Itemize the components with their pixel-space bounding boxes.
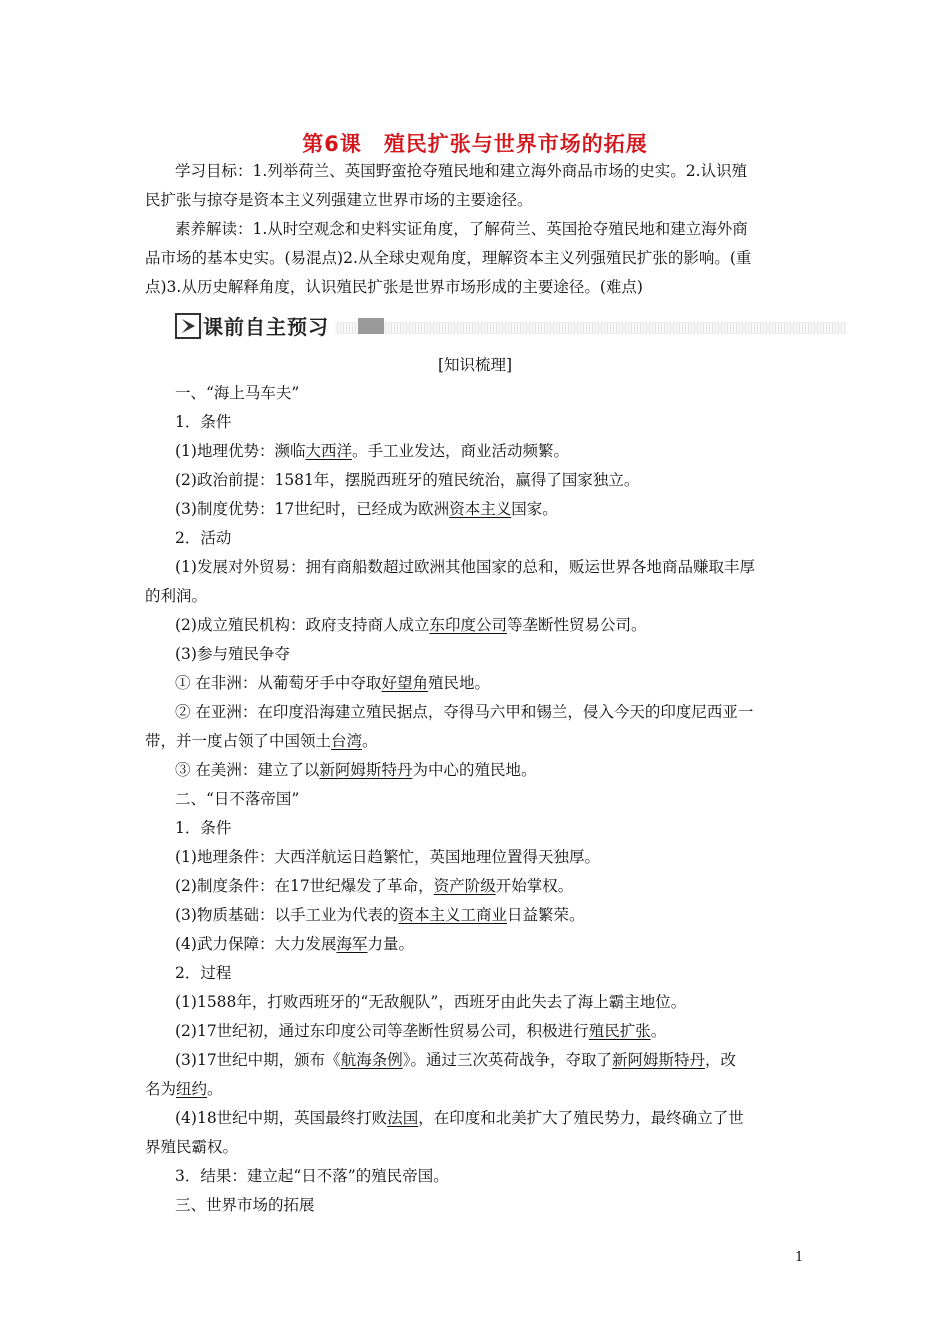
heading-3: 三、世界市场的拓展: [175, 1196, 315, 1214]
text-line: (4)武力保障：大力发展海军力量。: [175, 935, 414, 953]
text-line: 的利润。: [145, 587, 208, 605]
literacy-line-1: 素养解读：1.从时空观念和史料实证角度，了解荷兰、英国抢夺殖民地和建立海外商: [175, 220, 748, 238]
subheading-1-2: 2．活动: [175, 529, 232, 547]
text-line: (3)制度优势：17世纪时，已经成为欧洲资本主义国家。: [175, 500, 558, 518]
text-line: (3)17世纪中期，颁布《航海条例》。通过三次英荷战争，夺取了新阿姆斯特丹，改: [175, 1051, 736, 1069]
banner-grey-block: [358, 318, 384, 334]
text-line: ③ 在美洲：建立了以新阿姆斯特丹为中心的殖民地。: [175, 761, 537, 779]
preview-banner: [175, 313, 847, 339]
underlined-term: 海军: [336, 935, 368, 953]
text-line: (1)1588年，打败西班牙的“无敌舰队”，西班牙由此失去了海上霸主地位。: [175, 993, 687, 1011]
subheading-2-2: 2．过程: [175, 964, 232, 982]
lesson-name: 殖民扩张与世界市场的拓展: [383, 132, 648, 156]
goal-line-2: 民扩张与掠夺是资本主义列强建立世界市场的主要途径。: [145, 191, 533, 209]
text-line: (1)发展对外贸易：拥有商船数超过欧洲其他国家的总和，贩运世界各地商品赚取丰厚: [175, 558, 755, 576]
text-line: 带，并一度占领了中国领土台湾。: [145, 732, 378, 750]
banner-label: 课前自主预习: [203, 311, 335, 340]
underlined-term: 新阿姆斯特丹: [611, 1051, 705, 1069]
literacy-line-2: 品市场的基本史实。(易混点)2.从全球史观角度，理解资本主义列强殖民扩张的影响。(重: [145, 249, 752, 267]
play-arrow-icon: [175, 313, 201, 339]
heading-1: 一、“海上马车夫”: [175, 384, 300, 402]
text-line: 名为纽约。: [145, 1080, 223, 1098]
literacy-line-3: 点)3.从历史解释角度，认识殖民扩张是世界市场形成的主要途径。(难点): [145, 278, 643, 296]
section-title: [知识梳理]: [437, 356, 513, 374]
underlined-term: 台湾: [331, 732, 363, 750]
text-line: ① 在非洲：从葡萄牙手中夺取好望角殖民地。: [175, 674, 490, 692]
underlined-term: 法国: [387, 1109, 419, 1127]
underlined-term: 纽约: [176, 1080, 208, 1098]
underlined-term: 殖民扩张: [588, 1022, 651, 1040]
lesson-title: [0, 128, 950, 158]
lesson-number: 第6课: [302, 132, 362, 156]
text-line: (1)地理优势：濒临大西洋。手工业发达，商业活动频繁。: [175, 442, 569, 460]
underlined-term: 好望角: [381, 674, 428, 692]
text-line: 界殖民霸权。: [145, 1138, 239, 1156]
text-line: (2)17世纪初，通过东印度公司等垄断性贸易公司，积极进行殖民扩张。: [175, 1022, 667, 1040]
subheading-2-1: 1．条件: [175, 819, 232, 837]
goal-line-1: 学习目标：1.列举荷兰、英国野蛮抢夺殖民地和建立海外商品市场的史实。2.认识殖: [175, 162, 748, 180]
heading-2: 二、“日不落帝国”: [175, 790, 300, 808]
text-line: (1)地理条件：大西洋航运日趋繁忙，英国地理位置得天独厚。: [175, 848, 600, 866]
underlined-term: 资产阶级: [433, 877, 496, 895]
underlined-term: 新阿姆斯特丹: [319, 761, 413, 779]
text-line: (3)物质基础：以手工业为代表的资本主义工商业日益繁荣。: [175, 906, 585, 924]
underlined-term: 航海条例: [340, 1051, 403, 1069]
text-line: (2)政治前提：1581年，摆脱西班牙的殖民统治，赢得了国家独立。: [175, 471, 640, 489]
text-line: (4)18世纪中期，英国最终打败法国，在印度和北美扩大了殖民势力，最终确立了世: [175, 1109, 744, 1127]
text-line: ② 在亚洲：在印度沿海建立殖民据点，夺得马六甲和锡兰，侵入今天的印度尼西亚一: [175, 703, 754, 721]
text-line: (3)参与殖民争夺: [175, 645, 290, 663]
text-line: (2)制度条件：在17世纪爆发了革命，资产阶级开始掌权。: [175, 877, 574, 895]
subheading-2-3: 3．结果：建立起“日不落”的殖民帝国。: [175, 1167, 449, 1185]
page-number: 1: [795, 1250, 804, 1265]
subheading-1-1: 1．条件: [175, 413, 232, 431]
underlined-term: 资本主义工商业: [398, 906, 507, 924]
underlined-term: 资本主义: [449, 500, 512, 518]
underlined-term: 大西洋: [305, 442, 352, 460]
underlined-term: 东印度公司: [429, 616, 507, 634]
text-line: (2)成立殖民机构：政府支持商人成立东印度公司等垄断性贸易公司。: [175, 616, 647, 634]
